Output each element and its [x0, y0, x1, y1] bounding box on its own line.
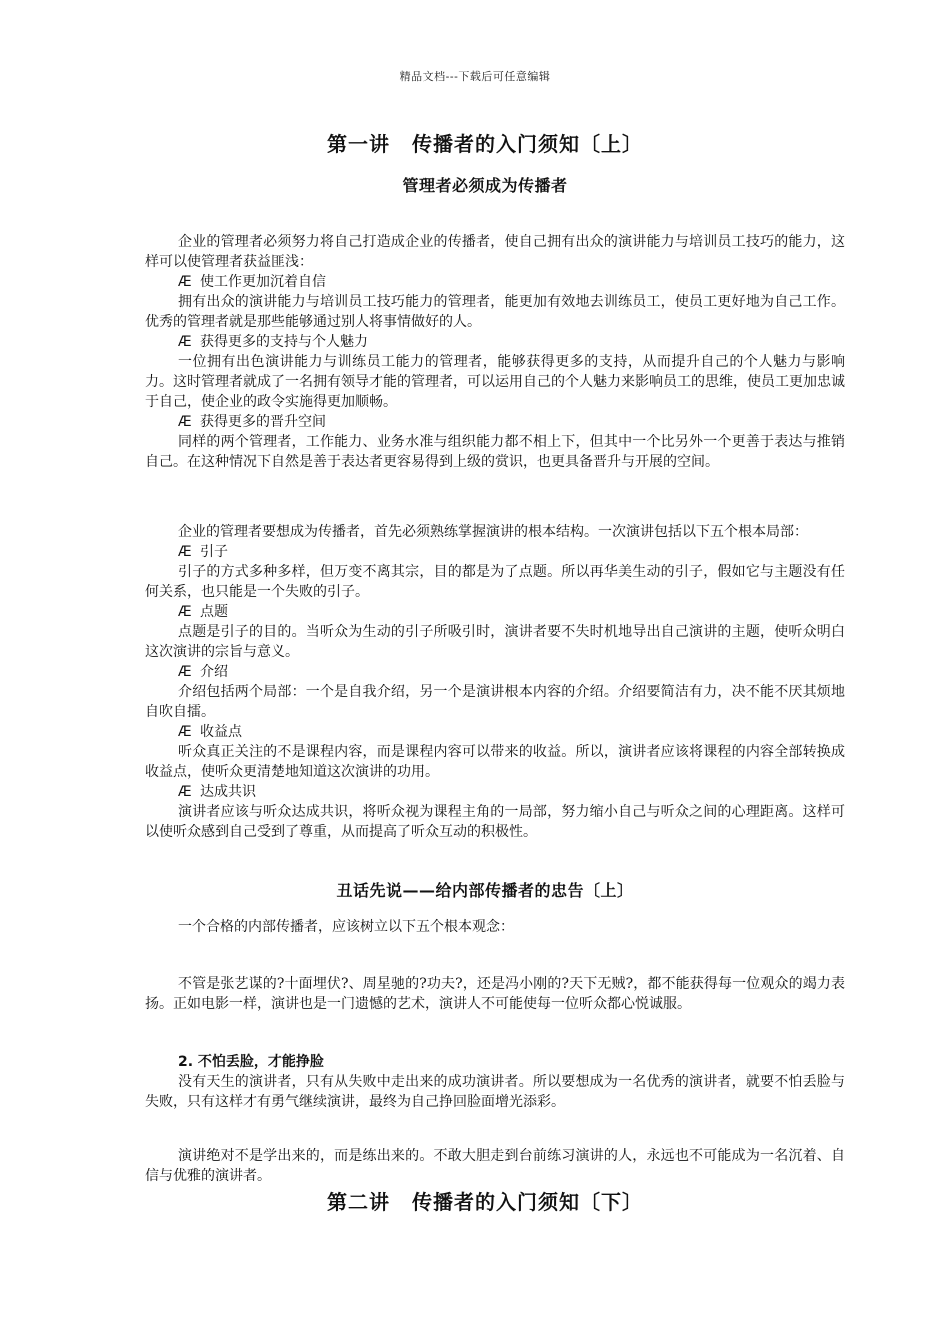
lecture-2-title — [0, 1186, 950, 1215]
bullet-item-label: 点题 — [200, 604, 228, 620]
section-3-intro-block — [145, 917, 845, 937]
bullet-item-text: 点题是引子的目的。当听众为生动的引子所吸引时，演讲者要不失时机地导出自己演讲的主题，使听众明白这次演讲的宗旨与意义。 — [145, 624, 845, 660]
bullet-item-label: 使工作更加沉着自信 — [200, 274, 326, 290]
bullet-mark-icon: Æ — [178, 664, 192, 680]
section-3-para-1-block — [145, 974, 845, 1014]
bullet-mark-icon: Æ — [178, 414, 192, 430]
bullet-item-heading — [145, 602, 845, 622]
bullet-mark-icon: Æ — [178, 334, 192, 350]
section-2-body — [145, 522, 845, 842]
bullet-item-heading — [145, 782, 845, 802]
bullet-item-label: 引子 — [200, 544, 228, 560]
bullet-mark-icon: Æ — [178, 724, 192, 740]
bullet-item-label: 获得更多的晋升空间 — [200, 414, 326, 430]
point-2-heading: 2. 不怕丢脸，才能挣脸 — [178, 1054, 324, 1070]
bullet-item-text: 引子的方式多种多样，但万变不离其宗，目的都是为了点题。所以再华美生动的引子，假如它与主题没有任何关系，也只能是一个失败的引子。 — [145, 564, 845, 600]
section-1-title: 管理者必须成为传播者 — [402, 176, 568, 195]
section-3-para-3-block — [145, 1146, 845, 1186]
lecture-1-number: 第一讲 — [327, 132, 390, 156]
bullet-item-text: 拥有出众的演讲能力与培训员工技巧能力的管理者，能更加有效地去训练员工，使员工更好地为自己工作。优秀的管理者就是那些能够通过别人将事情做好的人。 — [145, 294, 845, 330]
bullet-mark-icon: Æ — [178, 604, 192, 620]
bullet-mark-icon: Æ — [178, 274, 192, 290]
bullet-item-heading — [145, 662, 845, 682]
section-3-para-1: 不管是张艺谋的?十面埋伏?、周星驰的?功夫?，还是冯小刚的?天下无贼?，都不能获得每一位观众的竭力表扬。正如电影一样，演讲也是一门遗憾的艺术，演讲人不可能使每一位听众都心悦诚服。 — [145, 976, 845, 1012]
bullet-item-text: 听众真正关注的不是课程内容，而是课程内容可以带来的收益。所以，演讲者应该将课程的内容全部转换成收益点，使听众更清楚地知道这次演讲的功用。 — [145, 744, 845, 780]
header-note: 精品文档---下载后可任意编辑 — [399, 70, 551, 83]
bullet-item-label: 获得更多的支持与个人魅力 — [200, 334, 368, 350]
bullet-mark-icon: Æ — [178, 544, 192, 560]
bullet-item-heading — [145, 412, 845, 432]
lecture-1-title — [0, 128, 950, 157]
bullet-item-heading — [145, 272, 845, 292]
point-2-text: 没有天生的演讲者，只有从失败中走出来的成功演讲者。所以要想成为一名优秀的演讲者，就要不怕丢脸与失败，只有这样才有勇气继续演讲，最终为自己挣回脸面增光添彩。 — [145, 1074, 845, 1110]
section-3-para-3: 演讲绝对不是学出来的，而是练出来的。不敢大胆走到台前练习演讲的人，永远也不可能成为一名沉着、自信与优雅的演讲者。 — [145, 1148, 845, 1184]
bullet-item-label: 达成共识 — [200, 784, 256, 800]
section-2-intro: 企业的管理者要想成为传播者，首先必须熟练掌握演讲的根本结构。一次演讲包括以下五个根本局部： — [178, 524, 808, 540]
bullet-item-heading — [145, 542, 845, 562]
bullet-item-text: 同样的两个管理者，工作能力、业务水准与组织能力都不相上下，但其中一个比另外一个更善于表达与推销自己。在这种情况下自然是善于表达者更容易得到上级的赏识，也更具备晋升与开展的空间。 — [145, 434, 845, 470]
lecture-2-title-text: 传播者的入门须知〔下〕 — [412, 1190, 643, 1214]
bullet-item-heading — [145, 722, 845, 742]
bullet-item-text: 介绍包括两个局部：一个是自我介绍，另一个是演讲根本内容的介绍。介绍要简洁有力，决不能不厌其烦地自吹自擂。 — [145, 684, 845, 720]
lecture-1-title-text: 传播者的入门须知〔上〕 — [412, 132, 643, 156]
bullet-item-heading — [145, 332, 845, 352]
bullet-mark-icon: Æ — [178, 784, 192, 800]
bullet-item-text: 一位拥有出色演讲能力与训练员工能力的管理者，能够获得更多的支持，从而提升自己的个人魅力与影响力。这时管理者就成了一名拥有领导才能的管理者，可以运用自己的个人魅力来影响员工的思维，使员工更加忠诚于自己，使企业的政令实施得更加顺畅。 — [145, 354, 845, 410]
section-1-body — [145, 232, 845, 472]
lecture-2-number: 第二讲 — [327, 1190, 390, 1214]
section-1-intro: 企业的管理者必须努力将自己打造成企业的传播者，使自己拥有出众的演讲能力与培训员工技巧的能力，这样可以使管理者获益匪浅： — [145, 234, 845, 270]
bullet-item-text: 演讲者应该与听众达成共识，将听众视为课程主角的一局部，努力缩小自己与听众之间的心理距离。这样可以使听众感到自己受到了尊重，从而提高了听众互动的积极性。 — [145, 804, 845, 840]
bullet-item-label: 介绍 — [200, 664, 228, 680]
section-3-point-2-block — [145, 1052, 845, 1112]
section-3-intro: 一个合格的内部传播者，应该树立以下五个根本观念： — [178, 919, 514, 935]
section-3-title: 丑话先说——给内部传播者的忠告〔上〕 — [336, 881, 634, 900]
bullet-item-label: 收益点 — [200, 724, 242, 740]
